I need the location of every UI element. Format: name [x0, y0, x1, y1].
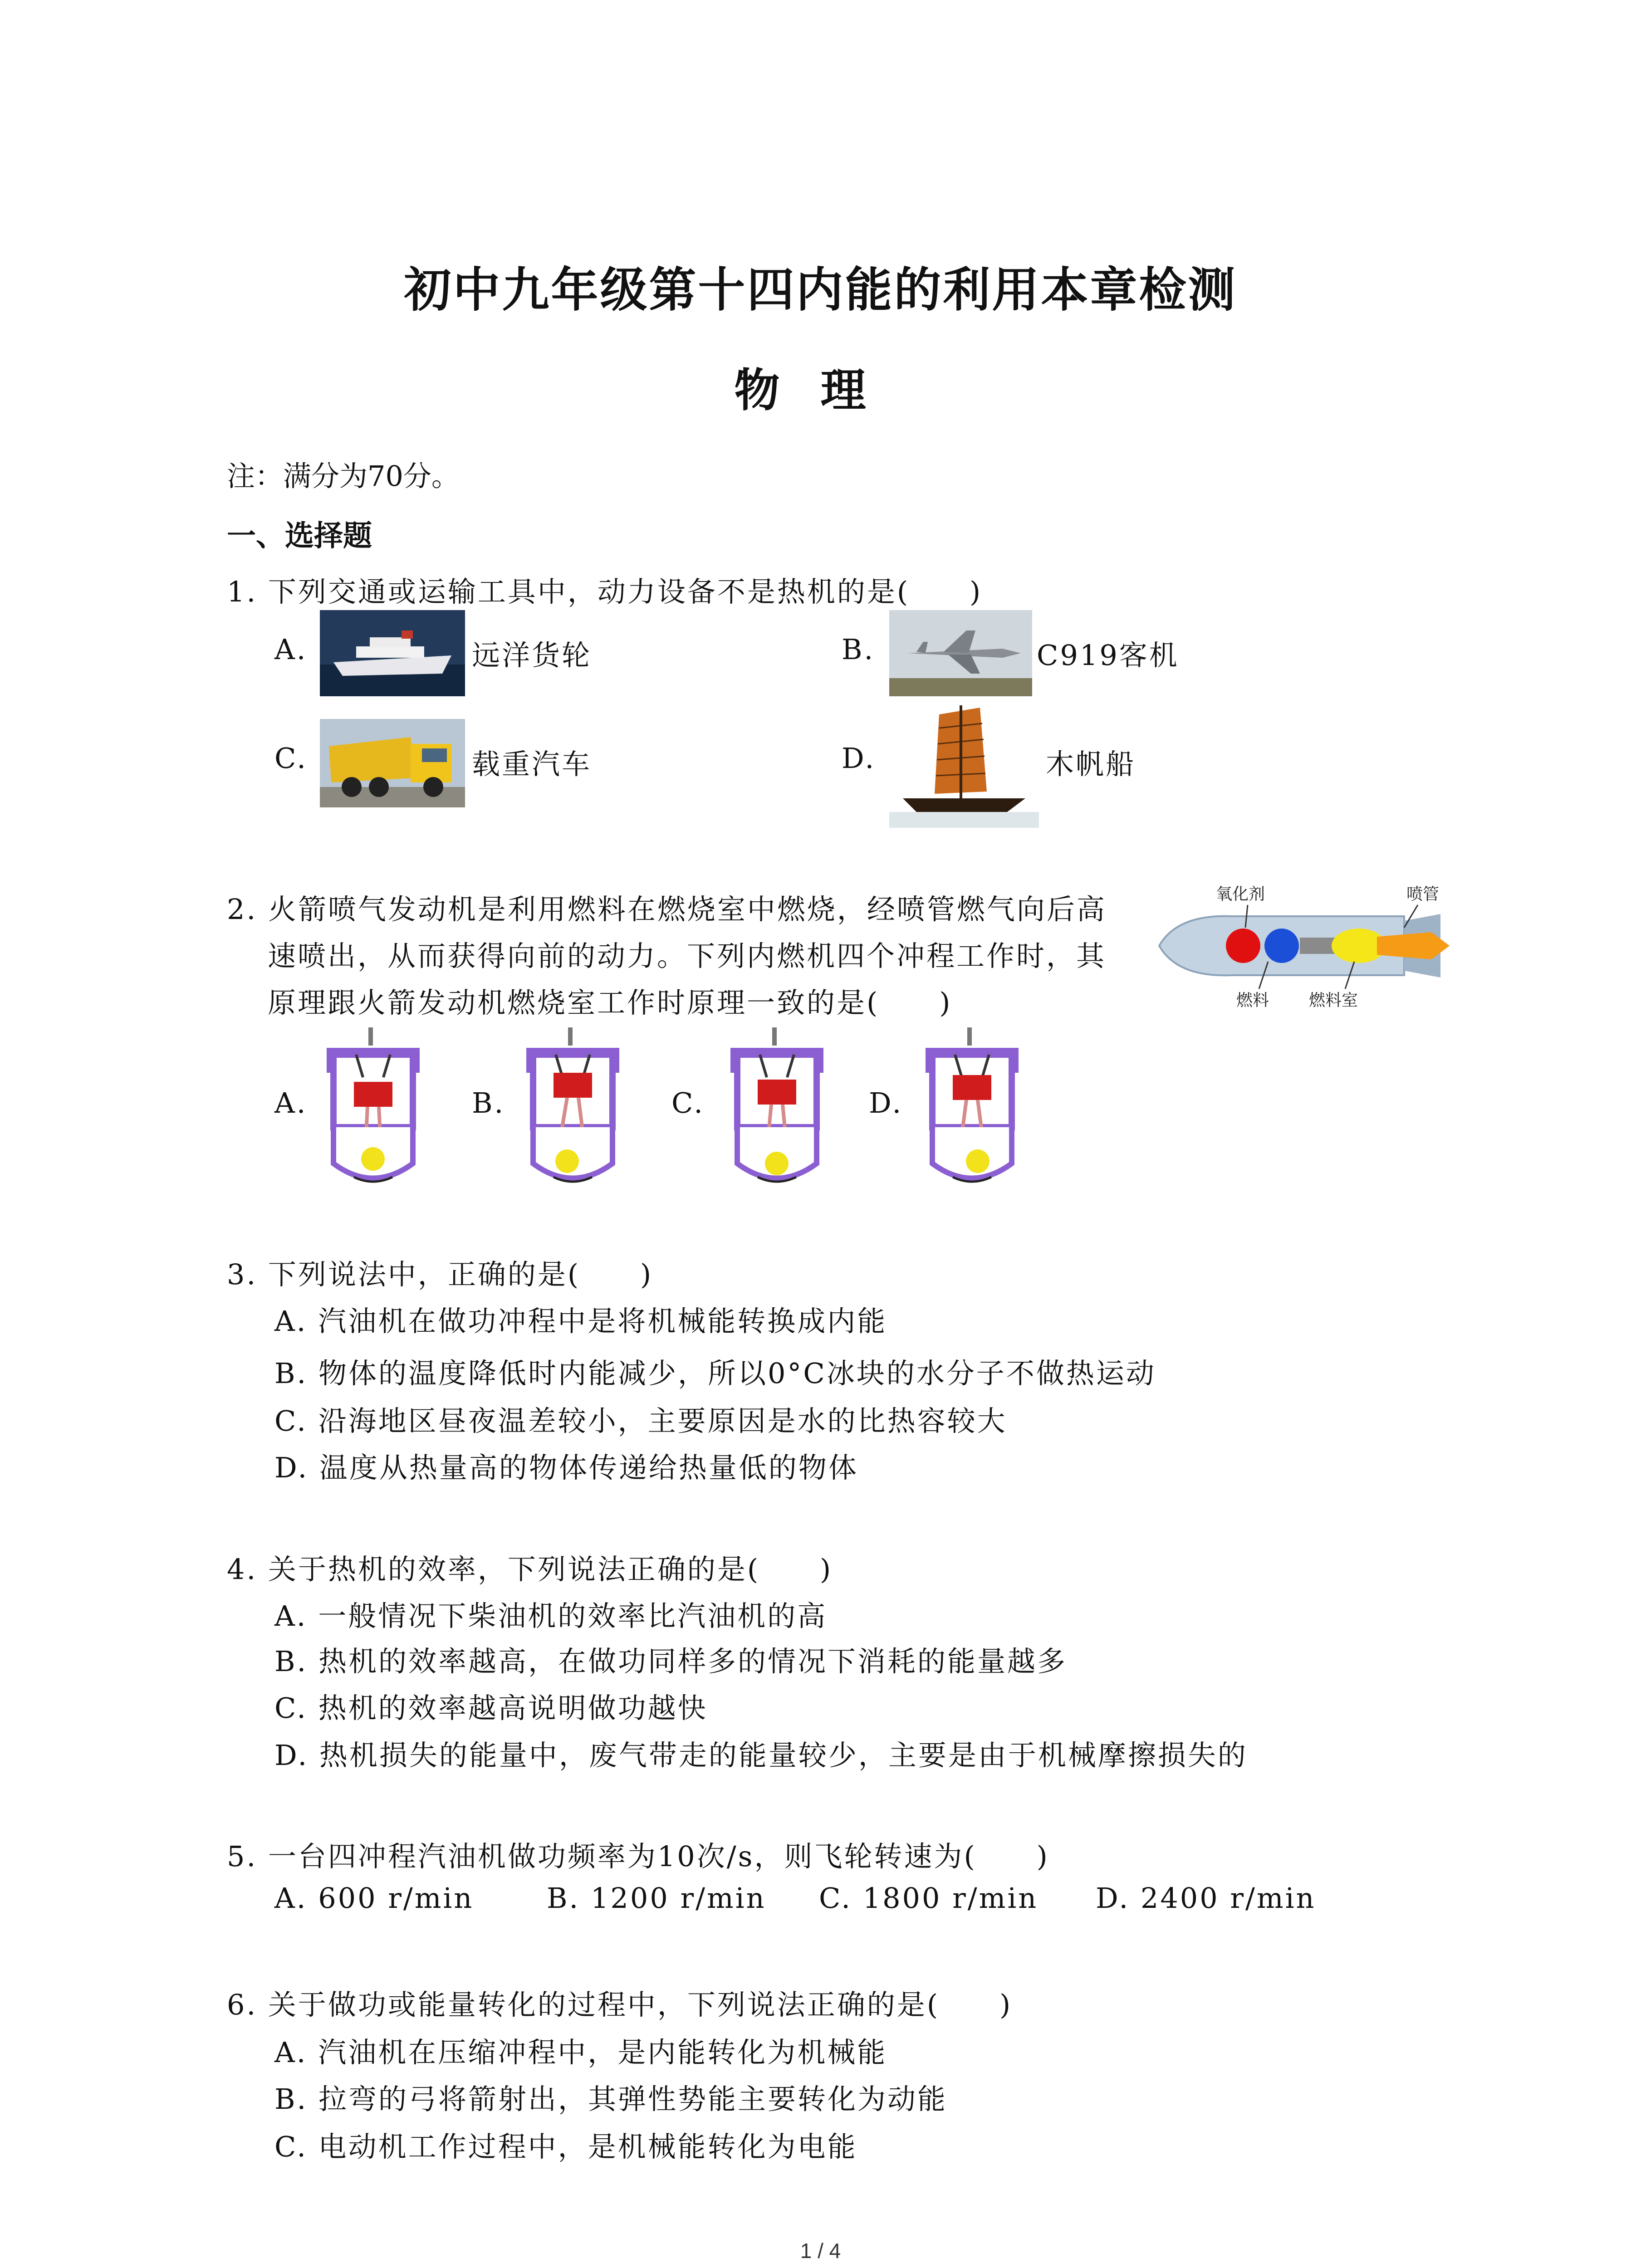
q5-option-a: A. 600 r/min: [274, 1882, 474, 1915]
ship-photo: [320, 610, 465, 696]
question-4-stem: 4. 关于热机的效率，下列说法正确的是( ): [227, 1553, 833, 1586]
nozzle-label: 喷管: [1406, 885, 1440, 904]
q3-option-c: C. 沿海地区昼夜温差较小，主要原因是水的比热容较大: [274, 1404, 1007, 1437]
rocket-diagram: [1150, 882, 1454, 1012]
sailboat-photo: [889, 701, 1039, 828]
page-title: 初中九年级第十四内能的利用本章检测: [404, 262, 1237, 318]
question-5-stem: 5. 一台四冲程汽油机做功频率为10次/s，则飞轮转速为( ): [227, 1840, 1049, 1873]
question-3-stem: 3. 下列说法中，正确的是( ): [227, 1258, 653, 1291]
q1-option-d-text: 木帆船: [1046, 748, 1136, 781]
q2-option-c-letter: C.: [671, 1086, 705, 1119]
engine-stroke-c-diagram: [721, 1027, 833, 1193]
q3-option-d: D. 温度从热量高的物体传递给热量低的物体: [274, 1451, 858, 1484]
q3-option-b: B. 物体的温度降低时内能减少，所以0°C冰块的水分子不做热运动: [274, 1357, 1156, 1390]
question-6-stem: 6. 关于做功或能量转化的过程中，下列说法正确的是( ): [227, 1988, 1013, 2021]
q1-option-a-letter: A.: [274, 633, 308, 666]
q1-option-b-text: C919客机: [1037, 639, 1179, 672]
q5-option-d: D. 2400 r/min: [1096, 1882, 1316, 1915]
q6-option-b: B. 拉弯的弓将箭射出，其弹性势能主要转化为动能: [274, 2082, 947, 2116]
q5-option-c: C. 1800 r/min: [819, 1882, 1038, 1915]
question-2-line-3: 原理跟火箭发动机燃烧室工作时原理一致的是( ): [268, 986, 952, 1019]
q2-option-a-letter: A.: [274, 1086, 308, 1119]
score-note: 注：满分为70分。: [227, 459, 460, 493]
page-number: 1 / 4: [800, 2239, 841, 2263]
oxidizer-label: 氧化剂: [1216, 885, 1265, 904]
q2-option-b-letter: B.: [472, 1086, 505, 1119]
q4-option-b: B. 热机的效率越高，在做功同样多的情况下消耗的能量越多: [274, 1645, 1067, 1678]
q1-option-c-letter: C.: [274, 742, 308, 775]
q6-option-a: A. 汽油机在压缩冲程中，是内能转化为机械能: [274, 2036, 887, 2069]
q4-option-c: C. 热机的效率越高说明做功越快: [274, 1691, 708, 1725]
page-subtitle: 物理: [734, 363, 907, 417]
question-2-line-2: 速喷出，从而获得向前的动力。下列内燃机四个冲程工作时，其: [268, 939, 1107, 973]
q2-option-d-letter: D.: [869, 1086, 903, 1119]
q1-option-b-letter: B.: [842, 633, 875, 666]
jet-photo: [889, 610, 1032, 696]
question-1-stem: 1. 下列交通或运输工具中，动力设备不是热机的是( ): [227, 575, 983, 608]
engine-stroke-a-diagram: [318, 1027, 429, 1193]
q5-option-b: B. 1200 r/min: [547, 1882, 766, 1915]
chamber-label: 燃料室: [1309, 991, 1358, 1010]
section-heading: 一、选择题: [227, 519, 372, 553]
question-2-line-1: 2. 火箭喷气发动机是利用燃料在燃烧室中燃烧，经喷管燃气向后高: [227, 893, 1107, 926]
fuel-label: 燃料: [1236, 991, 1269, 1010]
engine-stroke-b-diagram: [517, 1027, 628, 1193]
q1-option-c-text: 载重汽车: [472, 748, 592, 781]
truck-photo: [320, 719, 465, 807]
engine-stroke-d-diagram: [916, 1027, 1028, 1193]
q1-option-a-text: 远洋货轮: [472, 639, 592, 672]
q6-option-c: C. 电动机工作过程中，是机械能转化为电能: [274, 2130, 857, 2163]
q3-option-a: A. 汽油机在做功冲程中是将机械能转换成内能: [274, 1305, 887, 1338]
q4-option-a: A. 一般情况下柴油机的效率比汽油机的高: [274, 1599, 828, 1633]
q4-option-d: D. 热机损失的能量中，废气带走的能量较少，主要是由于机械摩擦损失的: [274, 1739, 1248, 1772]
q1-option-d-letter: D.: [842, 742, 876, 775]
